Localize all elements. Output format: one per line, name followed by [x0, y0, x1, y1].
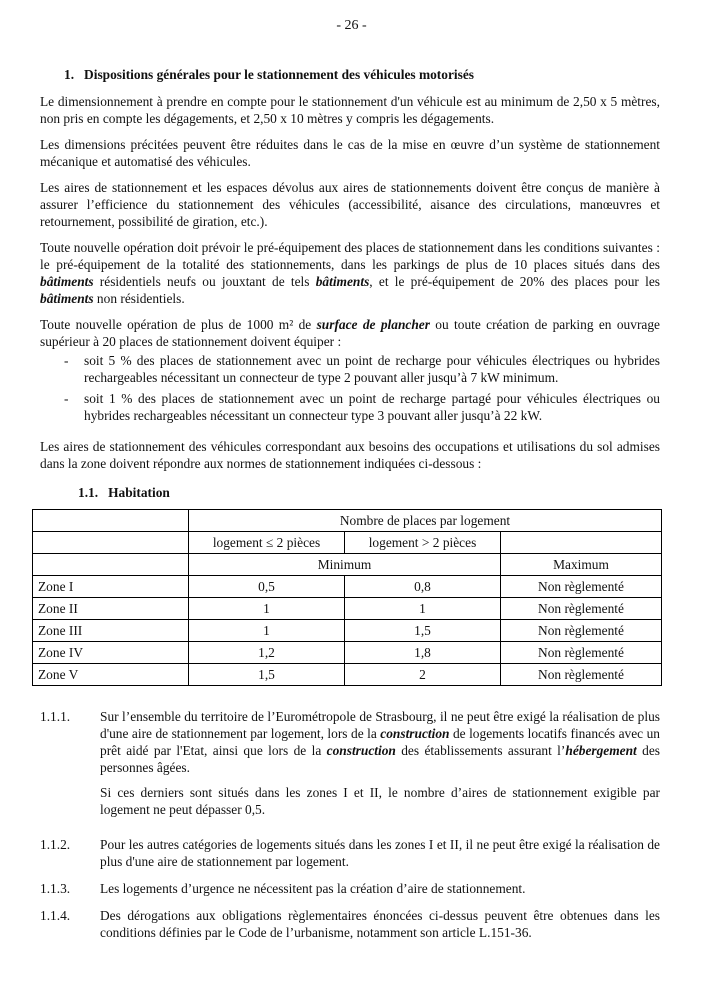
term-surface-de-plancher: surface de plancher: [316, 317, 430, 332]
table-corner-cell: [33, 532, 189, 554]
list-item: - soit 1 % des places de stationnement avec un point de recharge partagé pour véhicules électriques ou hybrides rechargeables nécessitant un connecteur type 3 pouvant aller jusqu’à 22 kW.: [64, 391, 660, 423]
article-number: 1.1.4.: [40, 908, 71, 923]
article-1-1-3: [40, 880, 660, 897]
subsection-number: 1.1.: [78, 485, 99, 500]
table-header-small: logement ≤ 2 pièces: [189, 532, 345, 554]
page-number: - 26 -: [336, 18, 367, 33]
paragraph-norms: Les aires de stationnement des véhicules correspondant aux besoins des occupations et utilisations du sol admises dans la zone doivent répondre aux normes de stationnement indiquées ci-dessous :: [40, 439, 660, 471]
table-header-empty: [501, 532, 662, 554]
article-number: 1.1.2.: [40, 837, 71, 852]
paragraph-new-operation: Toute nouvelle opération de plus de 1000 m² de surface de plancher ou toute création de parking en ouvrage supérieur à 20 places de stationnement doivent équiper :: [40, 317, 660, 349]
article-number: 1.1.3.: [40, 881, 71, 896]
paragraph-pre-equipment: Toute nouvelle opération doit prévoir le pré-équipement des places de stationnement dans les conditions suivantes : le pré-équipement de la totalité des stationnements, dans les parkings de plus de 10 places situés dans des bâtiments résidentiels neufs ou jouxtant de tels bâtiments, et le pré-équipement de 20% des places pour les bâtiments non résidentiels.: [40, 240, 660, 306]
article-number: 1.1.1.: [40, 709, 71, 724]
article-1-1-1: [40, 708, 660, 826]
article-text: Les logements d’urgence ne nécessitent pas la création d’aire de stationnement.: [100, 881, 526, 896]
table-corner-cell: [33, 510, 189, 532]
subsection-heading: [78, 484, 660, 501]
article-1-1-4: [40, 907, 660, 941]
list-item: - soit 5 % des places de stationnement avec un point de recharge pour véhicules électriques ou hybrides rechargeables nécessitant un connecteur de type 2 pouvant aller jusqu’à 7 kW minimum.: [64, 353, 660, 385]
article-text: Sur l’ensemble du territoire de l’Eurométropole de Strasbourg, il ne peut être exigé la réalisation de plus d'une aire de stationnement par logement, lors de la construction de logements locatifs financés avec un prêt aidé par l'Etat, ainsi que lors de la construction des établissements assurant l’hébergement des personnes âgées.: [100, 709, 661, 775]
article-1-1-2: [40, 836, 660, 870]
table-corner-cell: [33, 554, 189, 576]
table-header-maximum: Maximum: [501, 554, 662, 576]
term-batiments: bâtiments: [315, 274, 370, 289]
table-header-minimum: Minimum: [189, 554, 501, 576]
article-text: Si ces derniers sont situés dans les zones I et II, le nombre d’aires de stationnement exigible par logement ne peut dépasser 0,5.: [100, 785, 660, 817]
table-row: Zone I 0,5 0,8 Non règlementé: [33, 576, 662, 598]
section-title: Dispositions générales pour le stationnement des véhicules motorisés: [84, 67, 474, 82]
section-number: 1.: [64, 67, 75, 82]
article-text: Des dérogations aux obligations règlementaires énoncées ci-dessus peuvent être obtenues dans les conditions définies par le Code de l’urbanisme, notamment son article L.151-36.: [100, 908, 660, 940]
section-heading: [64, 66, 660, 83]
paragraph-dimensions: Le dimensionnement à prendre en compte pour le stationnement d'un véhicule est au minimum de 2,50 x 5 mètres, non pris en compte les dégagements, et 2,50 x 10 mètres y compris les dégagements.: [40, 94, 660, 126]
table-row: Zone III 1 1,5 Non règlementé: [33, 620, 662, 642]
term-batiments: bâtiments: [40, 274, 94, 289]
table-header-large: logement > 2 pièces: [345, 532, 501, 554]
subsection-title: Habitation: [108, 485, 170, 500]
parking-table: [32, 509, 662, 686]
table-header-top: Nombre de places par logement: [189, 510, 662, 532]
term-batiments: bâtiments: [40, 291, 94, 306]
table-row: Zone II 1 1 Non règlementé: [33, 598, 662, 620]
article-text: Pour les autres catégories de logements situés dans les zones I et II, il ne peut être exigé la réalisation de plus d'une aire de stationnement par logement.: [100, 837, 660, 869]
paragraph-mechanical: Les dimensions précitées peuvent être réduites dans le cas de la mise en œuvre d’un système de stationnement mécanique et automatisé des véhicules.: [40, 137, 660, 169]
articles: [40, 708, 660, 941]
paragraph-efficiency: Les aires de stationnement et les espaces dévolus aux aires de stationnements doivent être conçus de manière à assurer l’efficience du stationnement des véhicules (accessibilité, aisance des circulations, manœuvres et retournement, possibilité de giration, etc.).: [40, 180, 660, 229]
table-row: Zone V 1,5 2 Non règlementé: [33, 664, 662, 686]
charging-list: [40, 352, 660, 424]
document-body: [40, 66, 660, 951]
table-row: Zone IV 1,2 1,8 Non règlementé: [33, 642, 662, 664]
